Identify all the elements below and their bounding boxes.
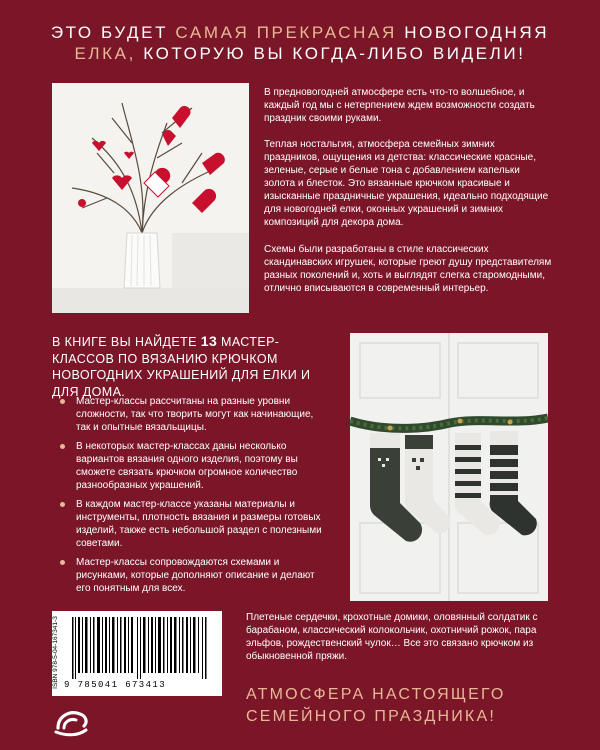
- headline: [0, 22, 600, 64]
- list-item: [52, 395, 322, 434]
- paragraph-scandinavian: Схемы были разработаны в стиле классических скандинавских игрушек, которые греют душу представителям разных поколений и, хоть и выглядят слегка старомодными, отлично вписываются в современный интерьер.: [264, 244, 552, 294]
- headline-part: НОВОГОДНЯЯ: [396, 23, 550, 42]
- headline-line-1: [0, 22, 600, 43]
- photo-stockings: [350, 333, 548, 601]
- bullet-icon: [60, 444, 65, 449]
- closing-tagline: [246, 684, 550, 728]
- closing-line: СЕМЕЙНОГО ПРАЗДНИКА!: [246, 708, 496, 725]
- bottom-description: Плетеные сердечки, крохотные домики, оловянный солдатик с барабаном, классический колокольчик, охотничий рожок, пара эльфов, рождественский чулок… Все это связано крючком из обыкновенной пряжи.: [246, 612, 538, 662]
- bullet-icon: [60, 502, 65, 507]
- barcode: [52, 611, 222, 696]
- barcode-digits: 9 785041 673413: [64, 680, 167, 690]
- closing-line: АТМОСФЕРА НАСТОЯЩЕГО: [246, 686, 506, 703]
- bullet-icon: [60, 399, 65, 404]
- list-item-text: Мастер-классы сопровождаются схемами и рисунками, которые дополняют описание и делают его понятным для всех.: [76, 557, 315, 594]
- stockings-illustration: [350, 333, 548, 601]
- headline-line-2: [0, 43, 600, 64]
- headline-part: КОТОРУЮ ВЫ КОГДА-ЛИБО ВИДЕЛИ!: [135, 44, 526, 63]
- publisher-logo-icon: [52, 706, 92, 738]
- list-item: [52, 556, 322, 595]
- branches-illustration: [52, 83, 249, 313]
- paragraph-intro: В предновогодней атмосфере есть что-то волшебное, и каждый год мы с нетерпением ждем возможности создать праздник своими руками.: [264, 87, 535, 124]
- feature-list: [52, 395, 322, 601]
- isbn-number: ISBN 978-5-04-167341-3: [51, 616, 59, 689]
- list-item: [52, 440, 322, 492]
- bullet-icon: [60, 560, 65, 565]
- list-item-text: В некоторых мастер-классах даны несколько вариантов вязания одного изделия, поэтому вы сможете связать крючком огромное количество разнообразных украшений.: [76, 441, 298, 491]
- book-intro: [52, 333, 332, 400]
- headline-highlight: САМАЯ ПРЕКРАСНАЯ: [175, 23, 397, 42]
- list-item-text: В каждом мастер-классе указаны материалы и инструменты, плотность вязания и размеры готовых изделий, также есть небольшой раздел с полезными советами.: [76, 499, 322, 549]
- intro-text: МАСТЕР-КЛАССОВ ПО ВЯЗАНИЮ КРЮЧКОМ НОВОГОДНИХ УКРАШЕНИЙ ДЛЯ ЕЛКИ И ДЛЯ ДОМА.: [52, 335, 311, 399]
- list-item-text: Мастер-классы рассчитаны на разные уровни сложности, так что творить могут как начинающие, так и опытные вязальщицы.: [76, 396, 314, 433]
- intro-text: В КНИГЕ ВЫ НАЙДЕТЕ: [52, 335, 201, 349]
- photo-branches-vase: [52, 83, 249, 313]
- headline-highlight: ЕЛКА,: [74, 44, 136, 63]
- intro-count: 13: [200, 333, 218, 349]
- headline-part: ЭТО БУДЕТ: [50, 23, 176, 42]
- list-item: [52, 498, 322, 550]
- paragraph-nostalgia: Теплая ностальгия, атмосфера семейных зимних праздников, ощущения из детства: классические красные, зеленые, серые и белые тона с добавлением капельки золота и блесток. Это вязанные крючком красивые и изысканные праздничные украшения, идеально подходящие для новогодней елки, оконных украшений и зимних композиций для декора дома.: [264, 139, 549, 228]
